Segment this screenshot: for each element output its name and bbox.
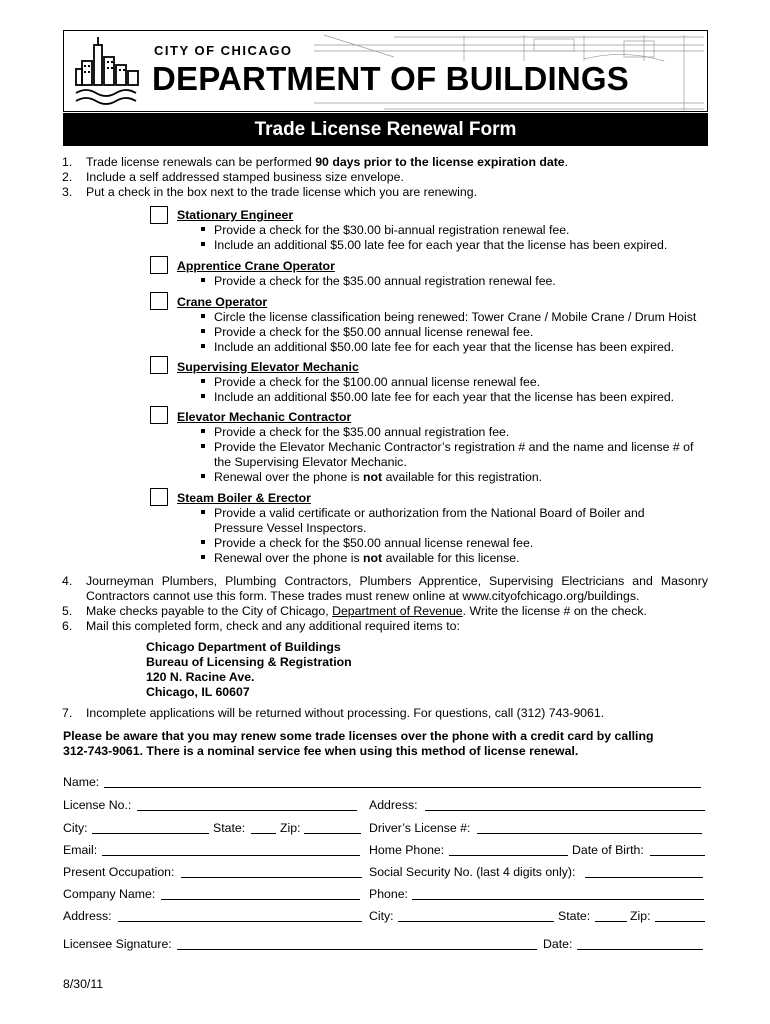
company-zip-input[interactable]	[655, 921, 705, 922]
instruction-1: 1. Trade license renewals can be performed 90 days prior to the license expiration date.	[62, 155, 569, 169]
checkbox-stationary-engineer[interactable]	[150, 206, 168, 224]
header-banner	[63, 30, 708, 112]
bullet-item: Provide a check for the $50.00 annual license renewal fee.	[201, 325, 533, 340]
license-title-steam-boiler-erector: Steam Boiler & Erector	[177, 491, 311, 505]
bullet-item: Include an additional $5.00 late fee for each year that the license has been expired.	[201, 238, 667, 253]
zip-label: Zip:	[280, 821, 301, 835]
company-zip-label: Zip:	[630, 909, 651, 923]
checkbox-steam-boiler-erector[interactable]	[150, 488, 168, 506]
instruction-6: 6. Mail this completed form, check and any additional required items to:	[62, 619, 460, 633]
drivers-license-input[interactable]	[477, 833, 702, 834]
license-title-stationary-engineer: Stationary Engineer	[177, 208, 294, 222]
occupation-label: Present Occupation:	[63, 865, 175, 879]
mailing-address-line-3: 120 N. Racine Ave.	[146, 670, 255, 684]
phone-label: Phone:	[369, 887, 408, 901]
bullet-item: Provide a check for the $30.00 bi-annual registration renewal fee.	[201, 223, 569, 238]
company-state-label: State:	[558, 909, 591, 923]
signature-label: Licensee Signature:	[63, 937, 172, 951]
form-title: Trade License Renewal Form	[63, 113, 708, 146]
city-input[interactable]	[92, 833, 209, 834]
state-input[interactable]	[251, 833, 276, 834]
instruction-7: 7. Incomplete applications will be returned without processing. For questions, call (312) 743-9061.	[62, 706, 605, 720]
form-revision-date: 8/30/11	[63, 977, 104, 991]
instruction-5: 5. Make checks payable to the City of Chicago, Department of Revenue. Write the license # on the check.	[62, 604, 647, 618]
instruction-3: 3. Put a check in the box next to the trade license which you are renewing.	[62, 185, 477, 199]
instruction-4-line-1: Journeyman Plumbers, Plumbing Contractors, Plumbers Apprentice, Supervising Electricians and Masonry	[86, 574, 708, 588]
license-title-apprentice-crane-operator: Apprentice Crane Operator	[177, 259, 335, 273]
bullet-item: Provide a check for the $100.00 annual license renewal fee.	[201, 375, 540, 390]
mailing-address-line-2: Bureau of Licensing & Registration	[146, 655, 352, 669]
state-label: State:	[213, 821, 246, 835]
bullet-item: Renewal over the phone is not available for this registration.	[201, 470, 542, 485]
bullet-item: Include an additional $50.00 late fee for each year that the license has been expired.	[201, 390, 674, 405]
checkbox-crane-operator[interactable]	[150, 292, 168, 310]
phone-input[interactable]	[412, 899, 704, 900]
name-label: Name:	[63, 775, 100, 789]
occupation-input[interactable]	[181, 877, 362, 878]
bullet-item: Provide a valid certificate or authorization from the National Board of Boiler and	[201, 506, 645, 521]
company-city-label: City:	[369, 909, 394, 923]
bullet-continuation: the Supervising Elevator Mechanic.	[214, 455, 407, 469]
email-label: Email:	[63, 843, 98, 857]
email-input[interactable]	[102, 855, 360, 856]
company-address-label: Address:	[63, 909, 112, 923]
city-label: City:	[63, 821, 88, 835]
checkbox-apprentice-crane-operator[interactable]	[150, 256, 168, 274]
bullet-item: Provide a check for the $35.00 annual registration fee.	[201, 425, 509, 440]
bullet-continuation: Pressure Vessel Inspectors.	[214, 521, 367, 535]
signature-date-input[interactable]	[577, 949, 703, 950]
bullet-item: Renewal over the phone is not available for this license.	[201, 551, 520, 566]
name-input[interactable]	[104, 787, 701, 788]
license-number-input[interactable]	[137, 810, 357, 811]
phone-renewal-notice-line-2: 312-743-9061. There is a nominal service fee when using this method of license renewal.	[63, 744, 579, 758]
address-input[interactable]	[425, 810, 705, 811]
bullet-item: Provide a check for the $35.00 annual registration renewal fee.	[201, 274, 556, 289]
instruction-4-line-2: Contractors cannot use this form. These trades must renew online at www.cityofchicago.org/buildings.	[86, 589, 640, 603]
address-label: Address:	[369, 798, 418, 812]
chicago-skyline-logo	[74, 35, 144, 107]
ssn-label: Social Security No. (last 4 digits only):	[369, 865, 576, 879]
instruction-4-number: 4.	[62, 574, 73, 588]
bullet-item: Provide the Elevator Mechanic Contractor’s registration # and the name and license # of	[201, 440, 693, 455]
drivers-license-label: Driver’s License #:	[369, 821, 471, 835]
checkbox-supervising-elevator-mechanic[interactable]	[150, 356, 168, 374]
date-of-birth-label: Date of Birth:	[572, 843, 644, 857]
bullet-item: Circle the license classification being renewed: Tower Crane / Mobile Crane / Drum Hoist	[201, 310, 696, 325]
city-name: CITY OF CHICAGO	[151, 43, 296, 58]
mailing-address-line-1: Chicago Department of Buildings	[146, 640, 341, 654]
home-phone-label: Home Phone:	[369, 843, 445, 857]
instruction-2: 2. Include a self addressed stamped business size envelope.	[62, 170, 404, 184]
date-of-birth-input[interactable]	[650, 855, 705, 856]
checkbox-elevator-mechanic-contractor[interactable]	[150, 406, 168, 424]
phone-renewal-notice-line-1: Please be aware that you may renew some trade licenses over the phone with a credit card by calling	[63, 729, 654, 743]
department-name: DEPARTMENT OF BUILDINGS	[148, 61, 633, 97]
license-title-supervising-elevator-mechanic: Supervising Elevator Mechanic	[177, 360, 359, 374]
company-name-input[interactable]	[161, 899, 360, 900]
license-title-elevator-mechanic-contractor: Elevator Mechanic Contractor	[177, 410, 352, 424]
signature-input[interactable]	[177, 949, 537, 950]
license-title-crane-operator: Crane Operator	[177, 295, 268, 309]
company-address-input[interactable]	[118, 921, 362, 922]
bullet-item: Include an additional $50.00 late fee for each year that the license has been expired.	[201, 340, 674, 355]
license-number-label: License No.:	[63, 798, 132, 812]
bullet-item: Provide a check for the $50.00 annual license renewal fee.	[201, 536, 533, 551]
zip-input[interactable]	[304, 833, 361, 834]
mailing-address-line-4: Chicago, IL 60607	[146, 685, 250, 699]
company-state-input[interactable]	[595, 921, 627, 922]
signature-date-label: Date:	[543, 937, 573, 951]
home-phone-input[interactable]	[449, 855, 568, 856]
ssn-input[interactable]	[585, 877, 703, 878]
department-of-revenue-text: Department of Revenue	[332, 604, 463, 618]
company-city-input[interactable]	[398, 921, 554, 922]
company-name-label: Company Name:	[63, 887, 156, 901]
